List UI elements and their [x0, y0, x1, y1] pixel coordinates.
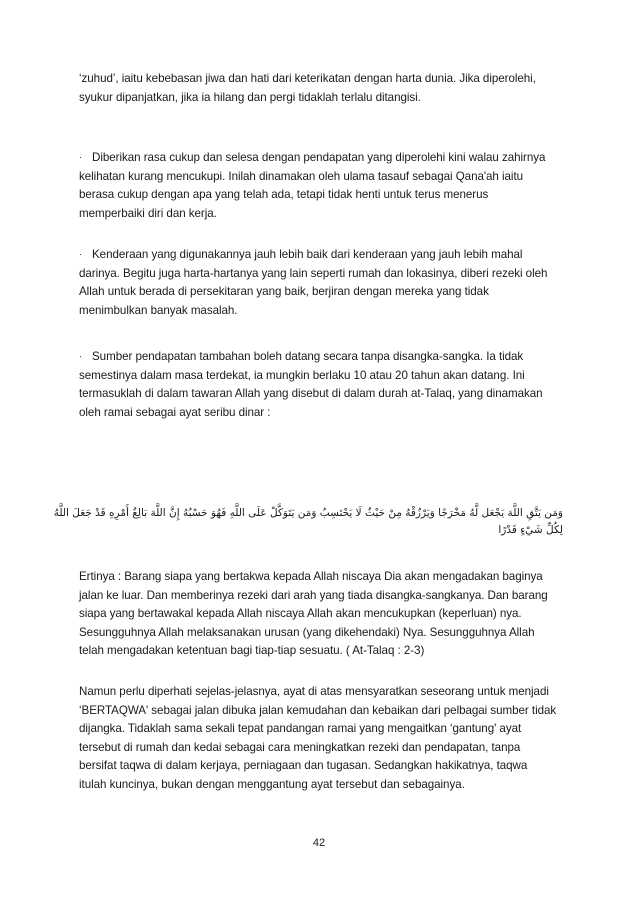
text-line: ‘BERTAQWA' sebagai jalan dibuka jalan kemudahan dan kebaikan dari pelbagai sumber tidak	[79, 703, 557, 717]
text-line: Sumber pendapatan tambahan boleh datang secara tanpa disangka-sangka. Ia tidak	[92, 350, 524, 363]
page-number: 42	[312, 837, 326, 849]
bullet-icon: ·	[79, 351, 82, 361]
translation-paragraph	[79, 568, 565, 661]
text-line: memperbaiki diri dan kerja.	[79, 206, 217, 220]
text-line: kelihatan kurang mencukupi. Inilah dinamakan oleh ulama tasauf sebagai Qana'ah iaitu	[79, 169, 524, 183]
text-line: ‘zuhud’, iaitu kebebasan jiwa dan hati dari keterikatan dengan harta dunia. Jika diperolehi,	[79, 72, 536, 85]
text-line: dijangka. Tidaklah sama sekali tepat pandangan ramai yang mengaitkan ‘gantung' ayat	[79, 722, 522, 736]
arabic-line: وَمَن يَتَّقِ اللَّهَ يَجْعَل لَّهُ مَخْرَجًا وَيَرْزُقْهُ مِنْ حَيْثُ لَا يَحْتَسِبُ وَمَن يَتَوَكَّلْ عَلَى اللَّهِ فَهُوَ حَسْبُهُ إِنَّ اللَّهَ بَالِغُ أَمْرِهِ قَدْ جَعَلَ اللَّهُ	[53, 507, 563, 519]
bullet-item-kenderaan	[79, 245, 565, 320]
text-line: menimbulkan banyak masalah.	[79, 303, 238, 317]
text-line: Ertinya : Barang siapa yang bertakwa kepada Allah niscaya Dia akan mengadakan baginya	[79, 570, 543, 583]
bullet-item-qanaah	[79, 148, 565, 223]
text-line: Diberikan rasa cukup dan selesa dengan pendapatan yang diperolehi kini walau zahirnya	[92, 151, 546, 164]
text-line: syukur dipanjatkan, jika ia hilang dan pergi tidaklah terlalu ditangisi.	[79, 90, 421, 104]
closing-paragraph	[79, 683, 565, 795]
text-line: berasa cukup dengan apa yang telah ada, tetapi tidak henti untuk terus menerus	[79, 188, 489, 202]
paragraph-zuhud	[79, 70, 565, 107]
arabic-line: لِكُلِّ شَيْءٍ قَدْرًا	[498, 524, 563, 536]
text-line: Namun perlu diperhati sejelas-jelasnya, ayat di atas mensyaratkan seseorang untuk menjadi	[79, 685, 549, 698]
text-line: tersebut di rumah dan kedai sebagai cara meningkatkan rezeki dan pendapatan, tanpa	[79, 740, 521, 754]
bullet-icon: ·	[79, 152, 82, 162]
text-line: siapa yang bertawakal kepada Allah niscaya Allah akan mencukupkan (keperluan) nya.	[79, 607, 522, 621]
bullet-icon: ·	[79, 249, 82, 259]
arabic-verse	[53, 505, 563, 539]
text-line: oleh ramai sebagai ayat seribu dinar :	[79, 405, 271, 419]
text-line: itulah kuncinya, bukan dengan menggantung ayat tersebut dan sebagainya.	[79, 777, 465, 791]
text-line: termasuklah di dalam tawaran Allah yang disebut di dalam durah at-Talaq, yang dinamakan	[79, 387, 543, 401]
text-line: telah mengadakan ketentuan bagi tiap-tiap sesuatu. ( At-Talaq : 2-3)	[79, 644, 425, 658]
text-line: bersifat taqwa di dalam kerjaya, perniagaan dan tugasan. Sedangkan hakikatnya, taqwa	[79, 759, 528, 773]
text-line: semestinya dalam masa terdekat, ia mungkin berlaku 10 atau 20 tahun akan datang. Ini	[79, 368, 525, 382]
text-line: darinya. Begitu juga harta-hartanya yang lain seperti rumah dan lokasinya, diberi rezeki oleh	[79, 266, 548, 280]
text-line: Kenderaan yang digunakannya jauh lebih baik dari kenderaan yang jauh lebih mahal	[92, 248, 523, 261]
text-line: Sesungguhnya Allah melaksanakan urusan (yang dikehendaki) Nya. Sesungguhnya Allah	[79, 625, 535, 639]
text-line: Allah untuk berada di persekitaran yang baik, berjiran dengan mereka yang tidak	[79, 285, 489, 299]
bullet-item-sumber-pendapatan	[79, 347, 565, 422]
text-line: jalan ke luar. Dan memberinya rezeki dari arah yang tiada disangka-sangkanya. Dan barang	[79, 588, 548, 602]
